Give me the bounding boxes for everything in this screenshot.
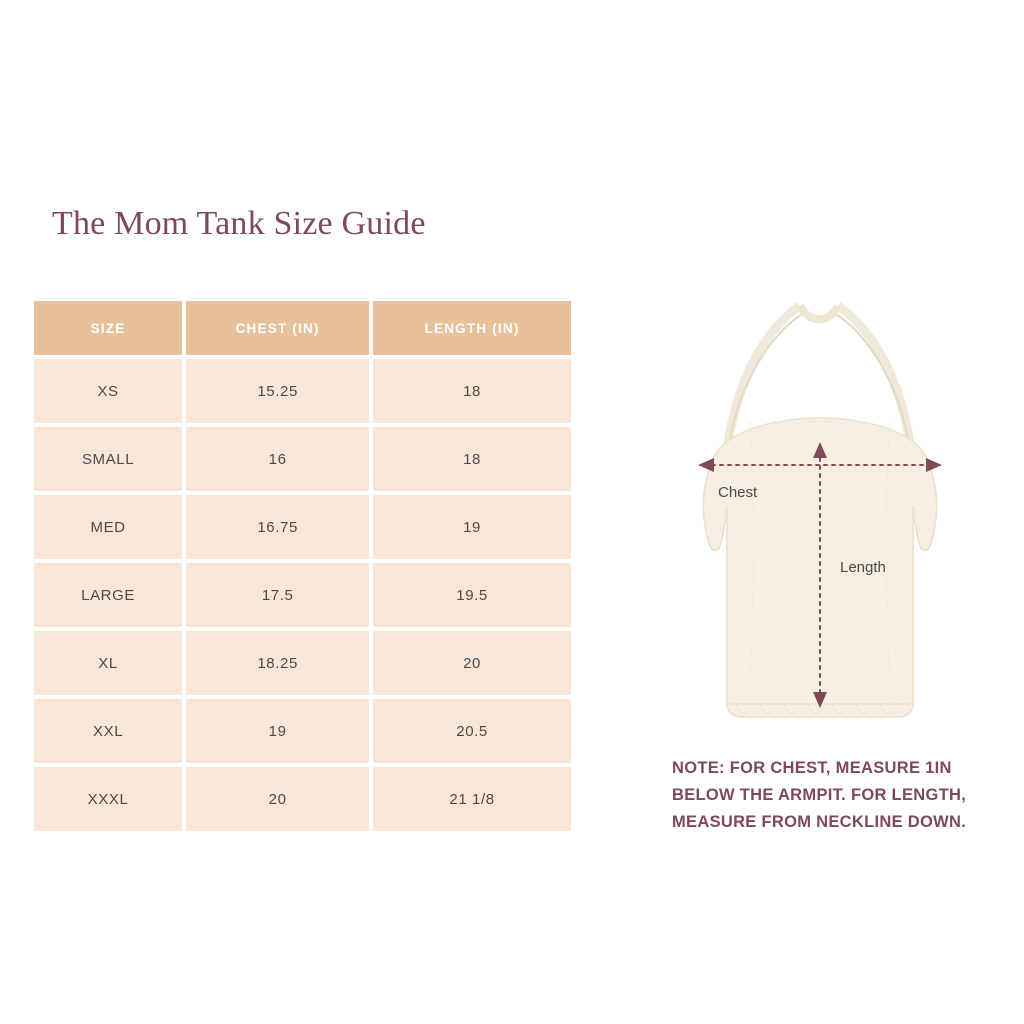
page-title: The Mom Tank Size Guide bbox=[52, 205, 426, 242]
length-measure-label: Length bbox=[840, 559, 886, 576]
cell-chest: 15.25 bbox=[186, 359, 369, 423]
table-row bbox=[34, 427, 571, 491]
cell-length: 21 1/8 bbox=[373, 767, 571, 831]
cell-size: SMALL bbox=[34, 427, 182, 491]
table-row bbox=[34, 563, 571, 627]
cell-size: XXL bbox=[34, 699, 182, 763]
cell-chest: 18.25 bbox=[186, 631, 369, 695]
cell-chest: 16 bbox=[186, 427, 369, 491]
chest-measure-label: Chest bbox=[718, 484, 758, 501]
cell-length: 19 bbox=[373, 495, 571, 559]
table-row bbox=[34, 495, 571, 559]
cell-size: MED bbox=[34, 495, 182, 559]
cell-length: 18 bbox=[373, 427, 571, 491]
cell-length: 20.5 bbox=[373, 699, 571, 763]
cell-size: XS bbox=[34, 359, 182, 423]
cell-size: LARGE bbox=[34, 563, 182, 627]
column-header-chest: CHEST (IN) bbox=[186, 301, 369, 355]
table-row bbox=[34, 359, 571, 423]
cell-chest: 20 bbox=[186, 767, 369, 831]
cell-chest: 16.75 bbox=[186, 495, 369, 559]
cell-chest: 17.5 bbox=[186, 563, 369, 627]
size-chart-table bbox=[30, 297, 575, 835]
table-row bbox=[34, 699, 571, 763]
cell-size: XXXL bbox=[34, 767, 182, 831]
garment-diagram bbox=[650, 280, 990, 740]
cell-size: XL bbox=[34, 631, 182, 695]
column-header-length: LENGTH (IN) bbox=[373, 301, 571, 355]
cell-length: 19.5 bbox=[373, 563, 571, 627]
cell-chest: 19 bbox=[186, 699, 369, 763]
table-row bbox=[34, 767, 571, 831]
cell-length: 18 bbox=[373, 359, 571, 423]
cell-length: 20 bbox=[373, 631, 571, 695]
column-header-size: SIZE bbox=[34, 301, 182, 355]
tank-top-icon bbox=[650, 280, 990, 740]
measurement-note: NOTE: FOR CHEST, MEASURE 1IN BELOW THE ARMPIT. FOR LENGTH, MEASURE FROM NECKLINE DOWN. bbox=[672, 759, 967, 832]
table-row bbox=[34, 631, 571, 695]
table-header-row bbox=[34, 301, 571, 355]
